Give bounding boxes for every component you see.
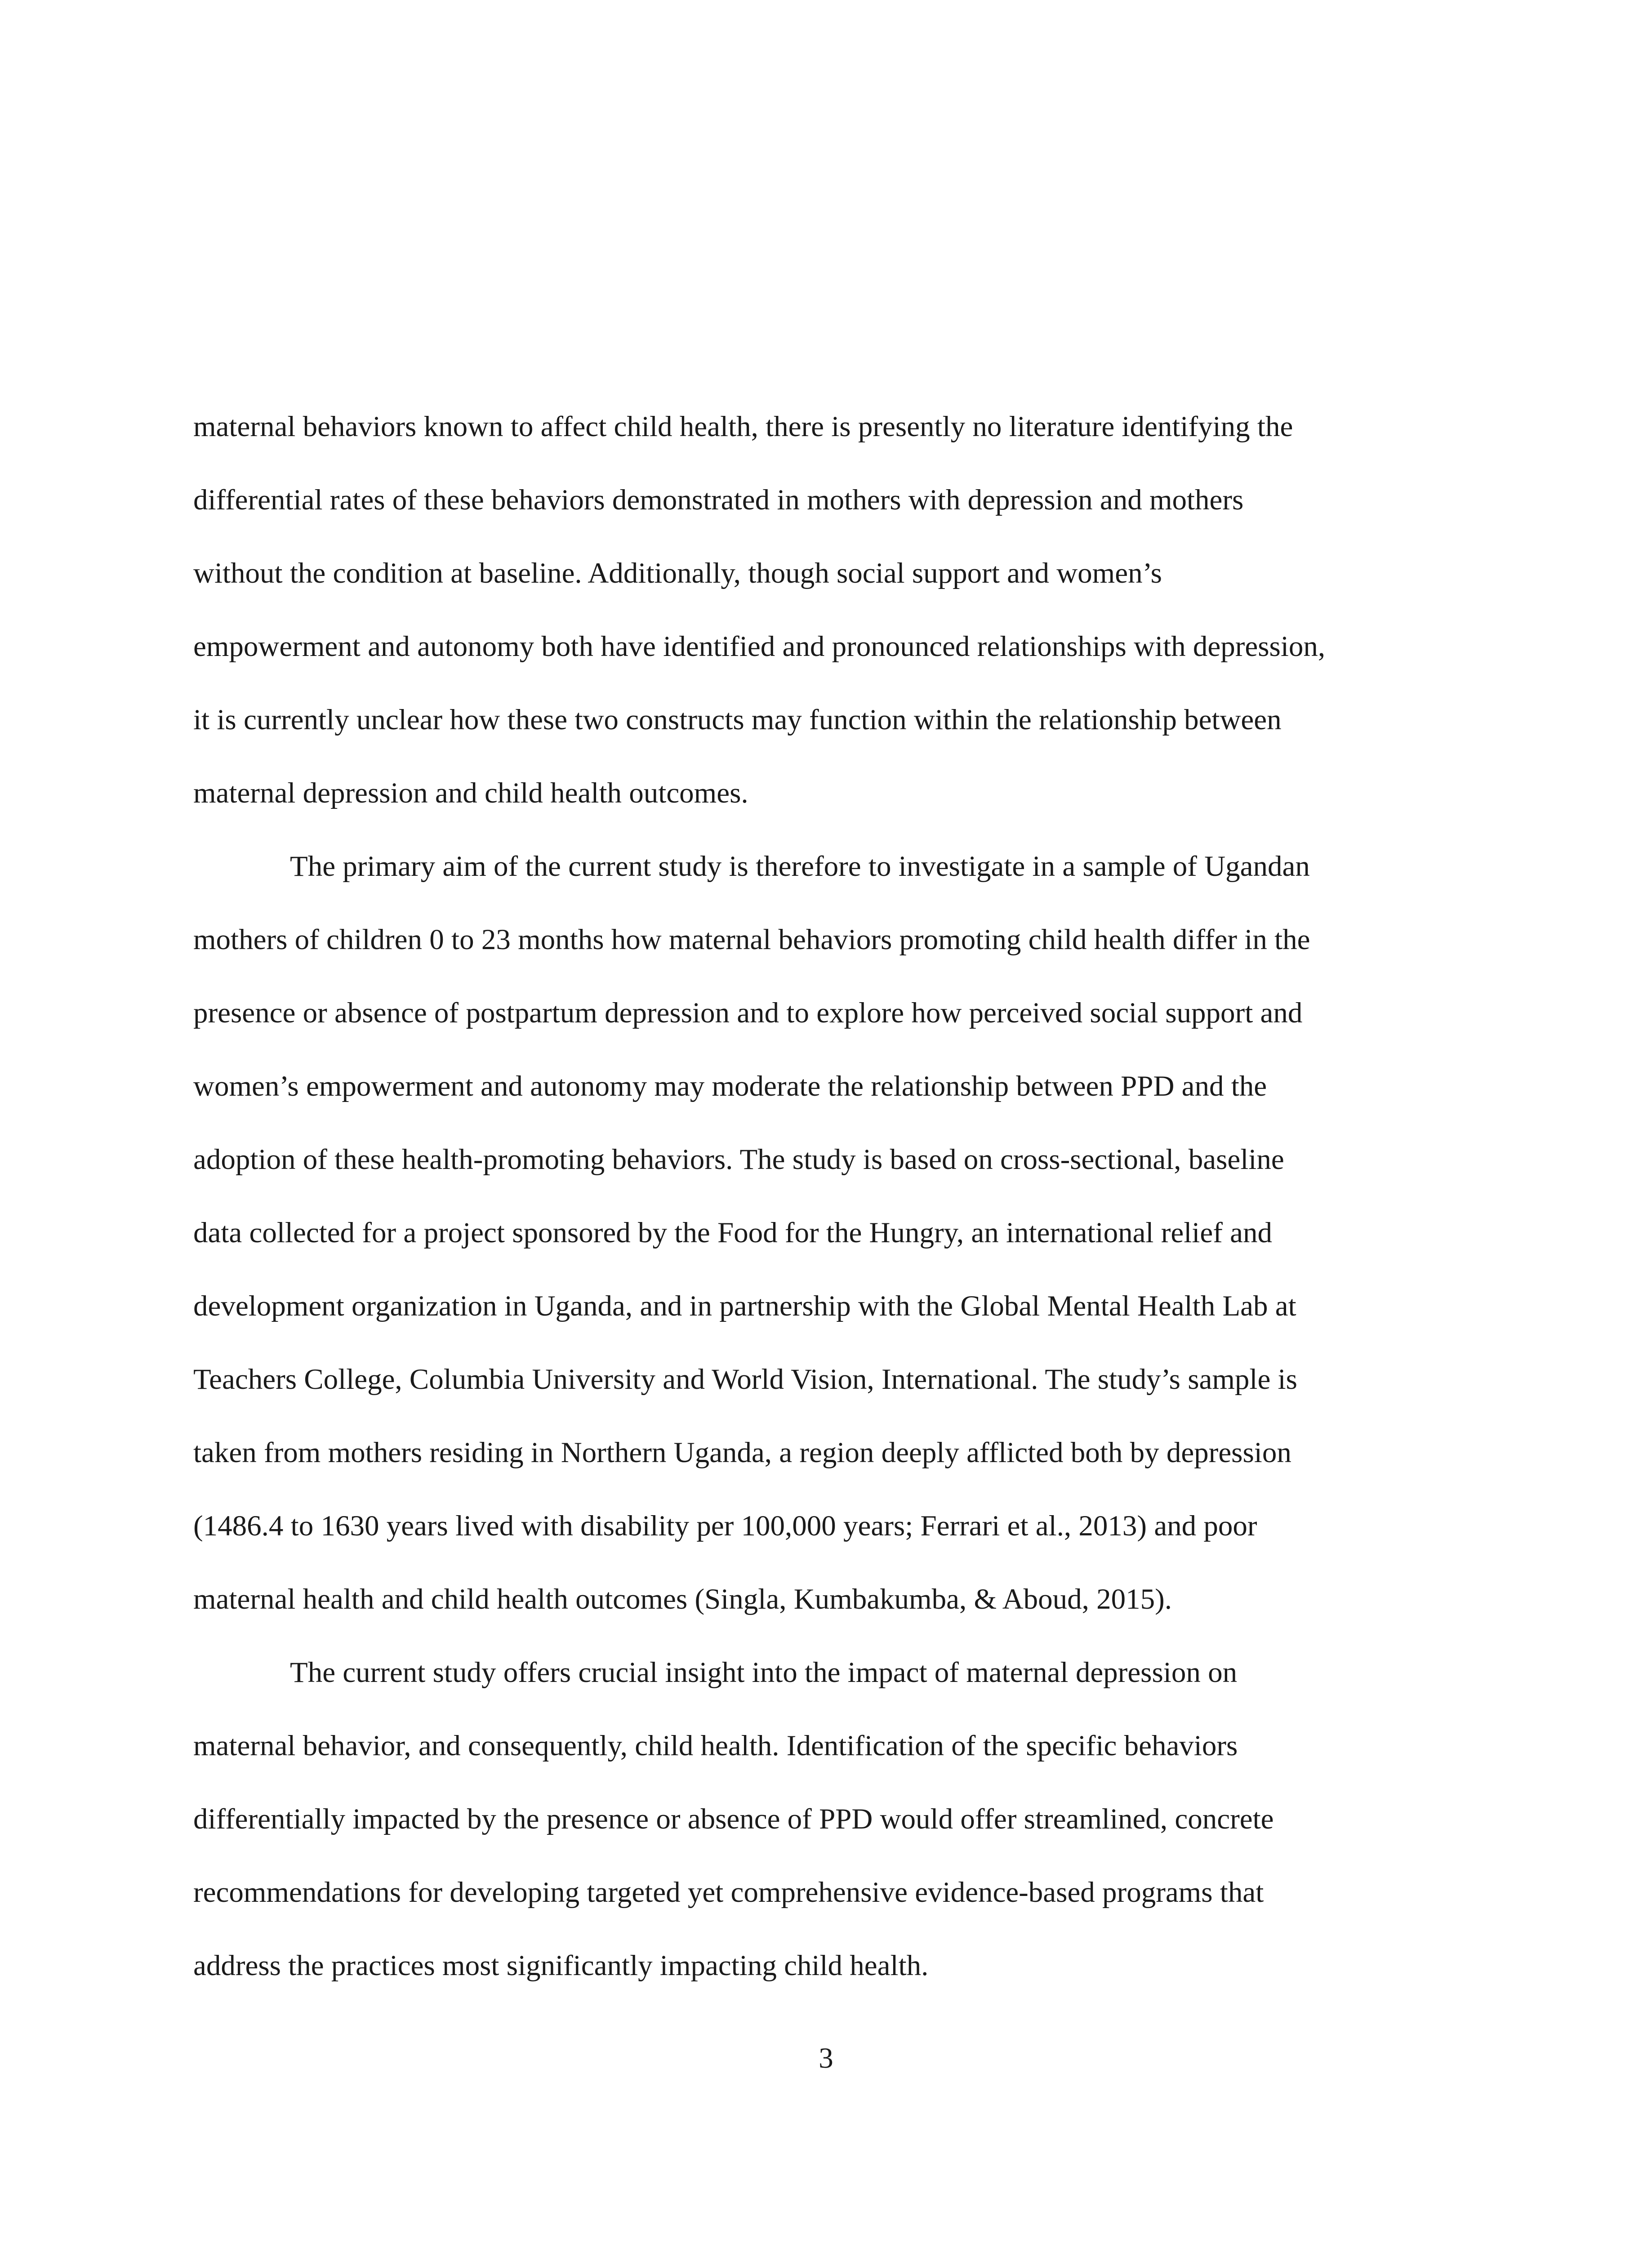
text-line: it is currently unclear how these two constructs may function within the relationship between (193, 704, 1282, 736)
text-line: (1486.4 to 1630 years lived with disability per 100,000 years; Ferrari et al., 2013) and poor (193, 1510, 1257, 1542)
text-line: mothers of children 0 to 23 months how maternal behaviors promoting child health differ in the (193, 923, 1310, 956)
text-line: without the condition at baseline. Additionally, though social support and women’s (193, 557, 1162, 589)
text-line: differential rates of these behaviors demonstrated in mothers with depression and mothers (193, 484, 1244, 516)
body-text (193, 390, 1459, 2003)
text-line: address the practices most significantly impacting child health. (193, 1949, 929, 1982)
text-line: presence or absence of postpartum depression and to explore how perceived social support and (193, 997, 1303, 1029)
text-line: adoption of these health-promoting behaviors. The study is based on cross-sectional, baseline (193, 1143, 1284, 1176)
text-line: maternal behavior, and consequently, child health. Identification of the specific behaviors (193, 1730, 1238, 1762)
paragraph (193, 830, 1459, 1636)
paragraph (193, 1636, 1459, 2003)
text-line: women’s empowerment and autonomy may moderate the relationship between PPD and the (193, 1070, 1267, 1102)
text-line: The current study offers crucial insight into the impact of maternal depression on (290, 1656, 1238, 1689)
text-line: taken from mothers residing in Northern Uganda, a region deeply afflicted both by depression (193, 1436, 1291, 1469)
text-line: development organization in Uganda, and in partnership with the Global Mental Health Lab at (193, 1290, 1296, 1322)
page-number: 3 (819, 2042, 833, 2074)
text-line: recommendations for developing targeted yet comprehensive evidence-based programs that (193, 1876, 1264, 1909)
text-line: data collected for a project sponsored by the Food for the Hungry, an international relief and (193, 1217, 1272, 1249)
text-line: The primary aim of the current study is therefore to investigate in a sample of Ugandan (290, 850, 1310, 883)
text-line: differentially impacted by the presence or absence of PPD would offer streamlined, concrete (193, 1803, 1274, 1835)
text-line: maternal health and child health outcomes (Singla, Kumbakumba, & Aboud, 2015). (193, 1583, 1172, 1615)
paragraph (193, 390, 1459, 830)
text-line: maternal depression and child health outcomes. (193, 777, 748, 809)
text-line: empowerment and autonomy both have identified and pronounced relationships with depression, (193, 630, 1326, 663)
text-line: maternal behaviors known to affect child health, there is presently no literature identifying the (193, 410, 1293, 443)
text-line: Teachers College, Columbia University and World Vision, International. The study’s sample is (193, 1363, 1297, 1396)
